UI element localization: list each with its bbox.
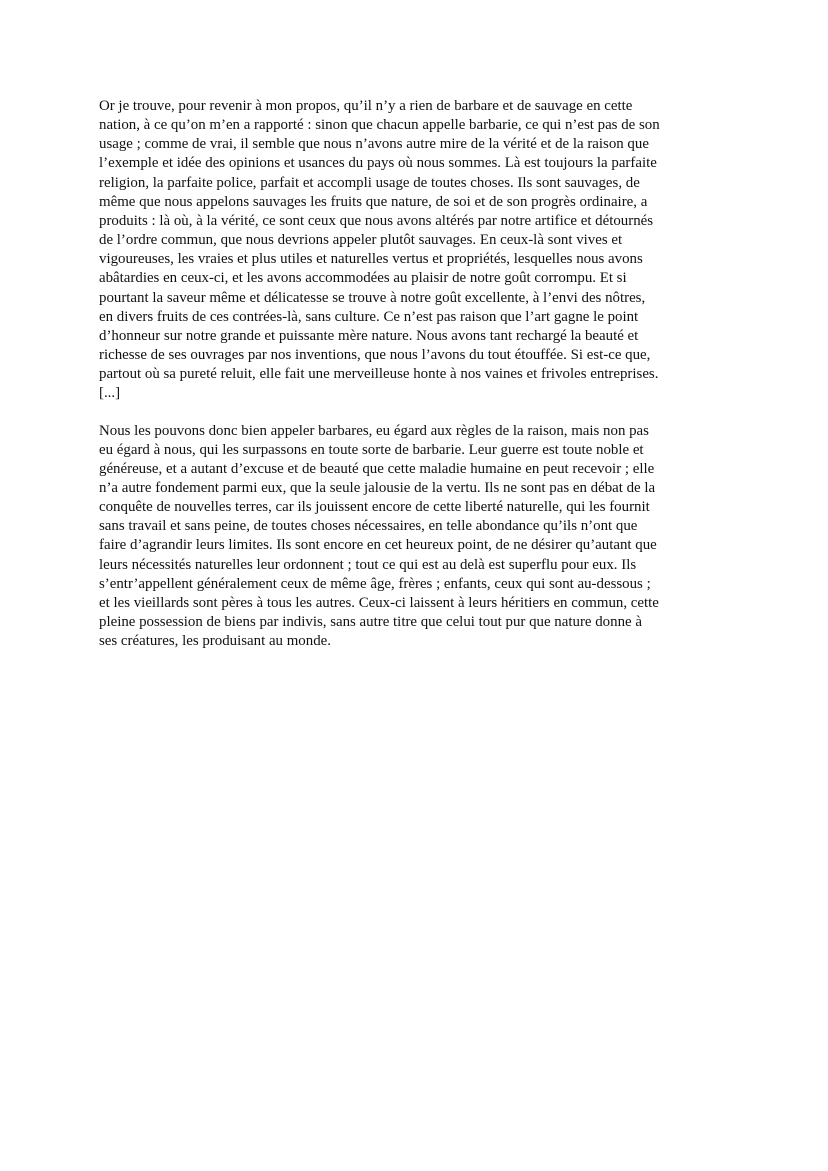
text-line: [...] <box>99 385 121 402</box>
text-line: usage ; comme de vrai, il semble que nous n’avons autre mire de la vérité et de la raison que <box>99 136 649 153</box>
text-line: même que nous appelons sauvages les fruits que nature, de soi et de son progrès ordinaire, a <box>99 193 648 210</box>
text-line: leurs nécessités naturelles leur ordonnent ; tout ce qui est au delà est superflu pour eux. Ils <box>99 556 637 573</box>
text-line: en divers fruits de ces contrées-là, sans culture. Ce n’est pas raison que l’art gagne le point <box>99 308 639 325</box>
text-line: sans travail et sans peine, de toutes choses nécessaires, en telle abondance qu’ils n’ont que <box>99 518 638 535</box>
text-line: abâtardies en ceux-ci, et les avons accommodées au plaisir de notre goût corrompu. Et si <box>99 270 627 287</box>
text-line: Nous les pouvons donc bien appeler barbares, eu égard aux règles de la raison, mais non pas <box>99 422 649 439</box>
paragraph-gap <box>99 404 734 422</box>
text-line: conquête de nouvelles terres, car ils jouissent encore de cette liberté naturelle, qui les fournit <box>99 499 650 516</box>
text-line: n’a autre fondement parmi eux, que la seule jalousie de la vertu. Ils ne sont pas en débat de la <box>99 479 656 496</box>
paragraph-2 <box>99 422 734 652</box>
text-line: s’entr’appellent généralement ceux de même âge, frères ; enfants, ceux qui sont au-dessous ; <box>99 575 651 592</box>
text-line: de l’ordre commun, que nous devrions appeler plutôt sauvages. En ceux-là sont vives et <box>99 232 623 249</box>
text-line: richesse de ses ouvrages par nos inventions, que nous l’avons du tout étouffée. Si est-ce que, <box>99 347 651 364</box>
paragraph-1 <box>99 97 734 404</box>
text-line: partout où sa pureté reluit, elle fait une merveilleuse honte à nos vaines et frivoles entreprises. <box>99 366 659 383</box>
document-body <box>99 97 734 651</box>
text-line: produits : là où, à la vérité, ce sont ceux que nous avons altérés par notre artifice et détournés <box>99 212 654 229</box>
text-line: eu égard à nous, qui les surpassons en toute sorte de barbarie. Leur guerre est toute noble et <box>99 441 644 458</box>
text-line: religion, la parfaite police, parfait et accompli usage de toutes choses. Ils sont sauvages, de <box>99 174 640 191</box>
text-line: l’exemple et idée des opinions et usances du pays où nous sommes. Là est toujours la parfaite <box>99 155 657 172</box>
text-line: pleine possession de biens par indivis, sans autre titre que celui tout pur que nature donne à <box>99 614 642 631</box>
text-line: vigoureuses, les vraies et plus utiles et naturelles vertus et propriétés, lesquelles nous avons <box>99 251 643 268</box>
text-line: et les vieillards sont pères à tous les autres. Ceux-ci laissent à leurs héritiers en commun, cette <box>99 594 659 611</box>
text-line: faire d’agrandir leurs limites. Ils sont encore en cet heureux point, de ne désirer qu’autant que <box>99 537 657 554</box>
text-line: pourtant la saveur même et délicatesse se trouve à notre goût excellente, à l’envi des nôtres, <box>99 289 646 306</box>
text-line: Or je trouve, pour revenir à mon propos, qu’il n’y a rien de barbare et de sauvage en cette <box>99 98 633 114</box>
text-line: ses créatures, les produisant au monde. <box>99 633 331 650</box>
text-line: généreuse, et a autant d’excuse et de beauté que cette maladie humaine en peut recevoir ; elle <box>99 460 655 477</box>
text-line: d’honneur sur notre grande et puissante mère nature. Nous avons tant rechargé la beauté et <box>99 327 639 344</box>
text-line: nation, à ce qu’on m’en a rapporté : sinon que chacun appelle barbarie, ce qui n’est pas de son <box>99 117 660 134</box>
